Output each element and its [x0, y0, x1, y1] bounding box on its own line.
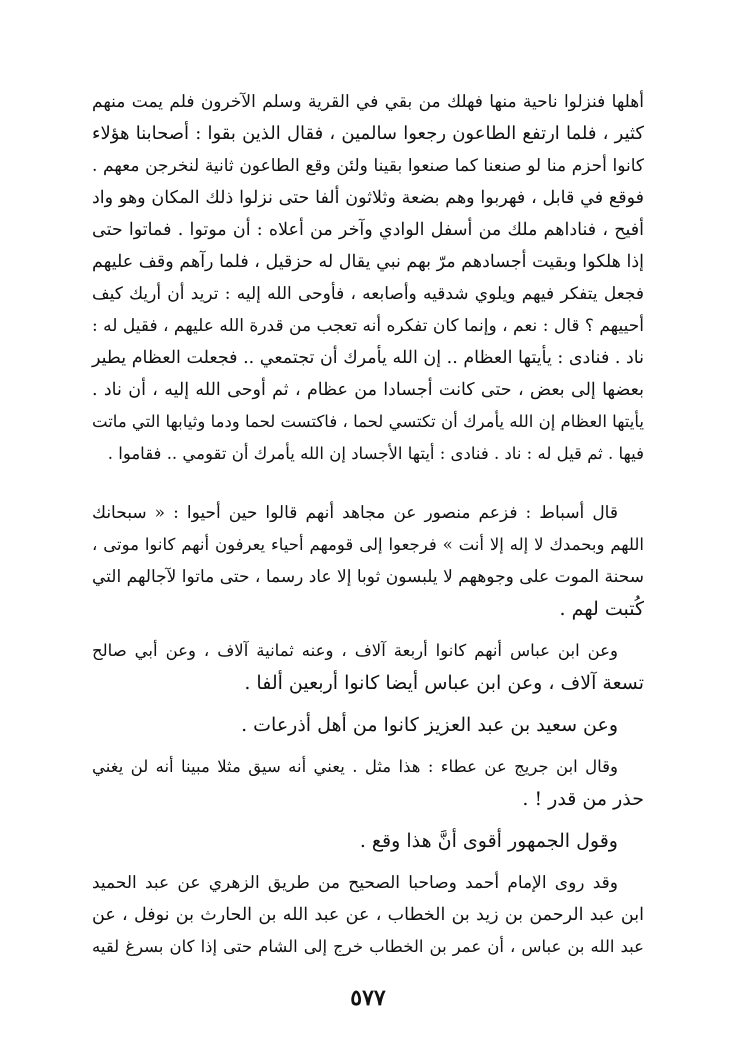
text-line: وقد روى الإمام أحمد وصاحبا الصحيح من طريق الزهري عن عبد الحميد — [92, 873, 618, 893]
paragraph-imam-ahmad — [92, 867, 644, 963]
text-line: سحنة الموت على وجوههم لا يلبسون ثوبا إلا عاد رسما ، حتى ماتوا لآجالهم التي — [92, 567, 644, 587]
text-line: كُتبت لهم . — [559, 598, 644, 620]
text-line: وقول الجمهور أقوى أنَّ هذا وقع . — [359, 830, 618, 852]
paragraph-asbat — [92, 497, 644, 625]
text-line: إذا هلكوا وبقيت أجسادهم مرّ بهم نبي يقال له حزقيل ، فلما رآهم وقف عليهم — [92, 252, 644, 272]
text-line: وعن سعيد بن عبد العزيز كانوا من أهل أذرعات . — [241, 714, 618, 736]
text-line: فيها . ثم قيل له : ناد . فنادى : أيتها الأجساد إن الله يأمرك أن تقومي .. فقاموا . — [107, 444, 644, 463]
text-line: وعن ابن عباس أنهم كانوا أربعة آلاف ، وعنه ثمانية آلاف ، وعن أبي صالح — [92, 641, 618, 660]
paragraph-ibn-jurayj — [92, 751, 644, 815]
text-line: أفيح ، فناداهم ملك من أسفل الوادي وآخر من أعلاه : أن موتوا . فماتوا حتى — [92, 220, 644, 240]
text-line: تسعة آلاف ، وعن ابن عباس أيضا كانوا أربعين ألفا . — [244, 672, 644, 694]
text-line: كثير ، فلما ارتفع الطاعون رجعوا سالمين ، فقال الذين بقوا : أصحابنا هؤلاء — [92, 123, 644, 144]
paragraph-hezekiel-story — [92, 86, 644, 470]
paragraph-saeed — [92, 709, 644, 741]
text-line: يأيتها العظام إن الله يأمرك أن تكتسي لحما ، فاكتست لحما ودما وثيابها التي ماتت — [92, 412, 644, 431]
text-line: عبد الله بن عباس ، أن عمر بن الخطاب خرج إلى الشام حتى إذا كان بسرغ لقيه — [92, 937, 644, 956]
text-line: فوقع في قابل ، فهربوا وهم بضعة وثلاثون ألفا حتى نزلوا ذلك المكان وهو واد — [92, 188, 644, 208]
text-line: ابن عبد الرحمن بن زيد بن الخطاب ، عن عبد الله بن الحارث بن نوفل ، عن — [92, 905, 644, 925]
paragraph-ibn-abbas — [92, 635, 644, 699]
text-line: اللهم وبحمدك لا إله إلا أنت » فرجعوا إلى قومهم أحياء يعرفون أنهم كانوا موتى ، — [92, 535, 644, 554]
text-line: قال أسباط : فزعم منصور عن مجاهد أنهم قالوا حين أحيوا : « سبحانك — [92, 503, 618, 523]
page-number: ٥٧٧ — [350, 985, 386, 1011]
text-line: وقال ابن جريج عن عطاء : هذا مثل . يعني أنه سيق مثلا مبينا أنه لن يغني — [92, 757, 618, 776]
text-line: ناد . فنادى : يأيتها العظام .. إن الله يأمرك أن تجتمعي .. فجعلت العظام يطير — [92, 348, 644, 368]
text-line: حذر من قدر ! . — [522, 788, 644, 810]
text-line: بعضها إلى بعض ، حتى كانت أجسادا من عظام ، ثم أوحى الله إليه ، أن ناد . — [92, 380, 644, 400]
paragraph-jumhur — [92, 825, 644, 857]
text-line: أحييهم ؟ قال : نعم ، وإنما كان تفكره أنه تعجب من قدرة الله عليهم ، فقيل له : — [92, 316, 644, 336]
text-line: أهلها فنزلوا ناحية منها فهلك من بقي في القرية وسلم الآخرون فلم يمت منهم — [92, 92, 644, 112]
text-line: كانوا أحزم منا لو صنعنا كما صنعوا بقينا ولئن وقع الطاعون ثانية لنخرجن معهم . — [92, 156, 644, 176]
text-line: فجعل يتفكر فيهم ويلوي شدقيه وأصابعه ، فأوحى الله إليه : تريد أن أريك كيف — [92, 284, 644, 304]
